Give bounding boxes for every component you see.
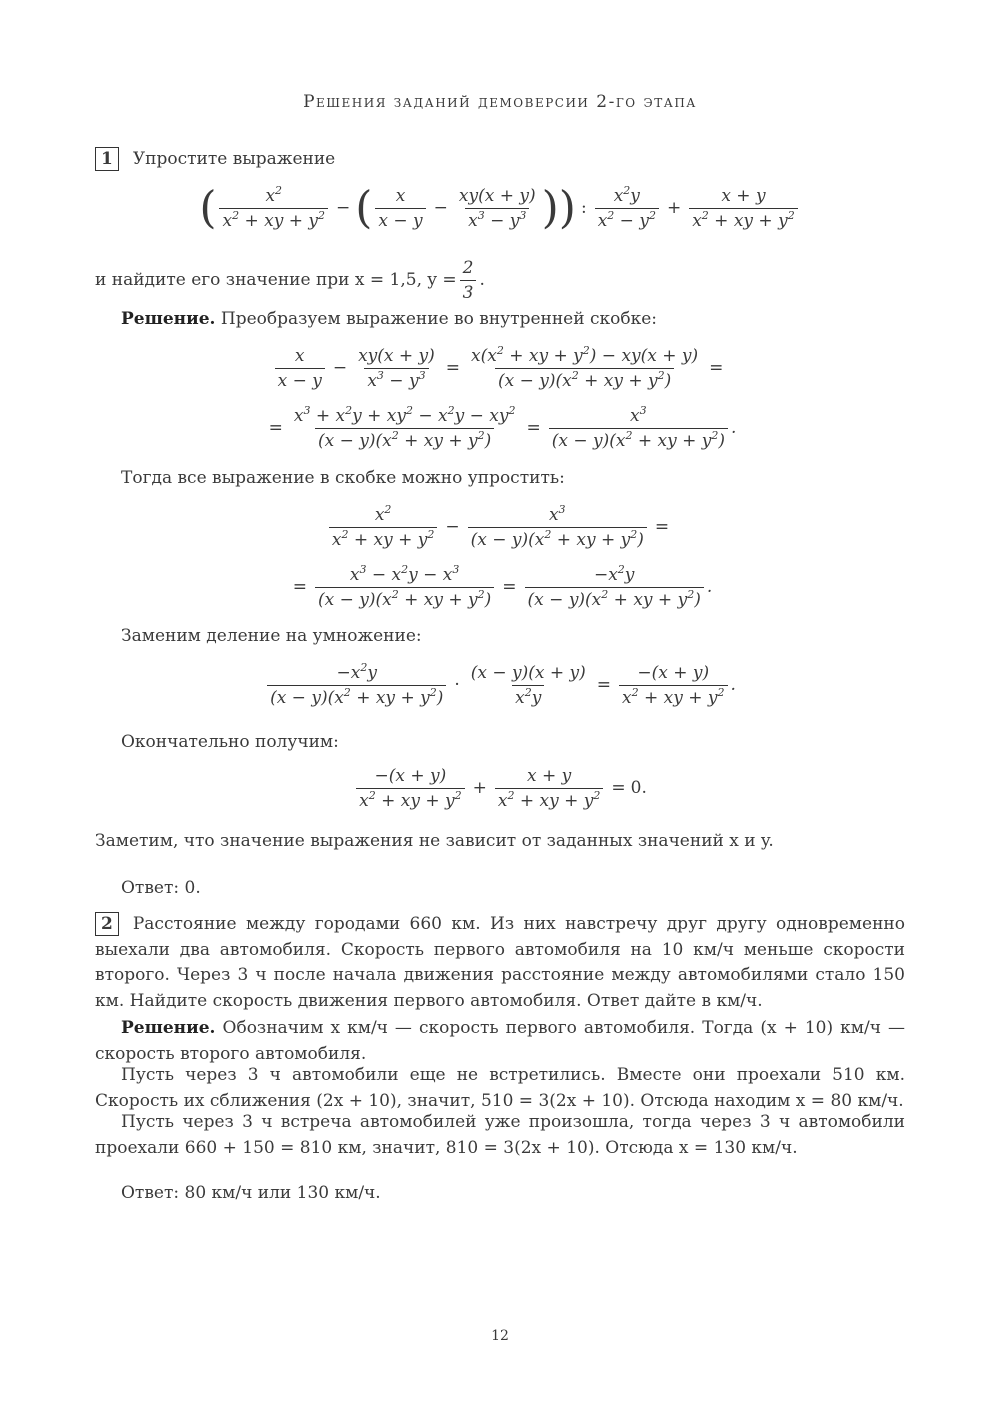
- task1-value-line: и найдите его значение при x = 1,5, y = $\frac{2}{3}$ .: [95, 258, 485, 303]
- task1-intro: Упростите выражение: [132, 149, 336, 169]
- task2-solution-p1: [95, 1016, 905, 1067]
- equation-inner-1: $\frac{x}{x - y}$ − $\frac{xy(x + y)}{x^3 - y^3}$ = $\frac{x(x^2 + xy + y^2) - xy(x + y)}{(x - y)(x^2 + xy + y^2)}$ =: [0, 346, 1000, 391]
- equation-outer-1: $\frac{x^2}{x^2 + xy + y^2}$ − $\frac{x^3}{(x - y)(x^2 + xy + y^2)}$ =: [0, 505, 1000, 550]
- task1-solution-intro: [95, 307, 905, 333]
- task2-statement-block: [95, 912, 905, 1014]
- task2-p1: Обозначим x км/ч — скорость первого автомобиля. Тогда (x + 10) км/ч — скорость второго автомобиля.: [95, 1018, 905, 1064]
- equation-final: $\frac{-(x + y)}{x^2 + xy + y^2}$ + $\frac{x + y}{x^2 + xy + y^2}$ = 0.: [0, 766, 1000, 811]
- task1-note: Заметим, что значение выражения не зависит от заданных значений x и y.: [95, 831, 774, 851]
- equation-outer-2: = $\frac{x^3 - x^2y - x^3}{(x - y)(x^2 + xy + y^2)}$ = $\frac{-x^2y}{(x - y)(x^2 + xy + y^2)}$ .: [292, 563, 713, 610]
- text-final: Окончательно получим:: [121, 732, 339, 752]
- text-replace: Заменим деление на умножение:: [121, 626, 422, 646]
- page-title: Решения заданий демоверсии 2-го этапа: [303, 92, 697, 112]
- task1-number: 1: [95, 147, 119, 171]
- equation-inner-2: = $\frac{x^3 + x^2y + xy^2 - x^2y - xy^2}{(x - y)(x^2 + xy + y^2)}$ = $\frac{x^3}{(x - y)(x^2 + xy + y^2)}$ .: [268, 404, 737, 451]
- task1-expression: ( $\frac{x^2}{x^2 + xy + y^2}$ − ( $\frac{x}{x - y}$ − $\frac{xy(x + y)}{x^3 - y^3}$ )) : $\frac{x^2y}{x^2 - y^2}$ + $\frac{x + y}{x^2 + xy + y^2}$: [0, 186, 1000, 231]
- task1-header: [95, 147, 905, 173]
- page-number: 12: [491, 1328, 509, 1344]
- task2-solution-label: Решение.: [121, 1018, 216, 1038]
- solution-intro-text: Преобразуем выражение во внутренней скобке:: [220, 309, 657, 329]
- solution-label: Решение.: [121, 309, 216, 329]
- task1-answer: Ответ: 0.: [121, 878, 201, 898]
- text-then: Тогда все выражение в скобке можно упростить:: [121, 468, 565, 488]
- task2-p2: Пусть через 3 ч автомобили еще не встретились. Вместе они проехали 510 км. Скорость их сближения (2x + 10), значит, 510 = 3(2x + 10). Отсюда находим x = 80 км/ч.: [95, 1065, 905, 1111]
- equation-multiply: $\frac{-x^2y}{(x - y)(x^2 + xy + y^2)}$ · $\frac{(x - y)(x + y)}{x^2y}$ = $\frac{-(x + y)}{x^2 + xy + y^2}$ .: [0, 663, 1000, 708]
- task2-p3: Пусть через 3 ч встреча автомобилей уже произошла, тогда через 3 ч автомобили проехали 660 + 150 = 810 км, значит, 810 = 3(2x + 10). Отсюда x = 130 км/ч.: [95, 1112, 905, 1158]
- value-line-text: и найдите его значение при x = 1,5, y =: [95, 270, 457, 290]
- task2-answer: Ответ: 80 км/ч или 130 км/ч.: [121, 1183, 381, 1203]
- task2-number: 2: [95, 912, 119, 936]
- task2-statement: Расстояние между городами 660 км. Из них навстречу друг другу одновременно выехали два автомобиля. Скорость первого автомобиля на 10 км/ч меньше скорости второго. Через 3 ч после начала движения расстояние между автомобилями стало 150 км. Найдите скорость движения первого автомобиля. Ответ дайте в км/ч.: [95, 914, 905, 1011]
